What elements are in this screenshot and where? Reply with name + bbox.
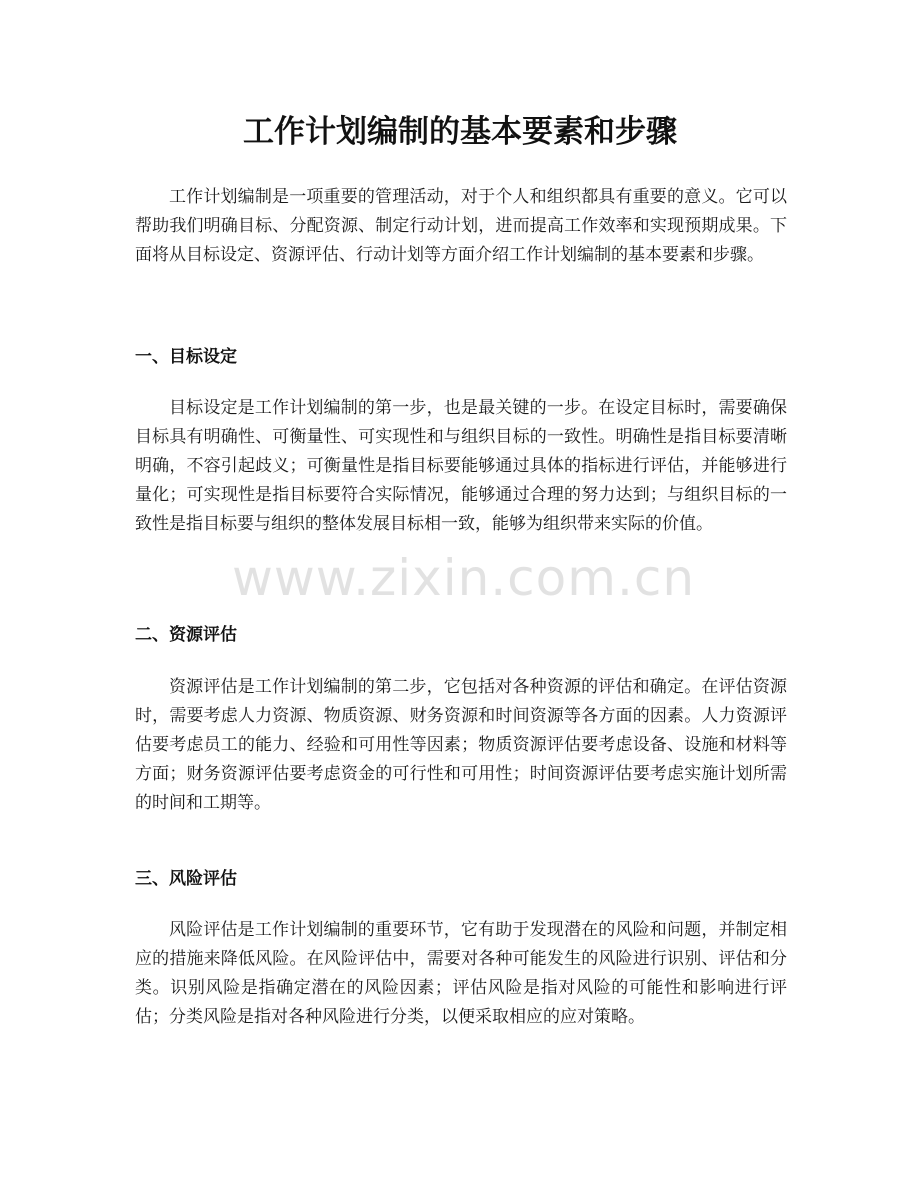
intro-paragraph: 工作计划编制是一项重要的管理活动，对于个人和组织都具有重要的意义。它可以帮助我们明确目标、分配资源、制定行动计划，进而提高工作效率和实现预期成果。下面将从目标设定、资源评估、行动计划等方面介绍工作计划编制的基本要素和步骤。 — [135, 187, 787, 265]
watermark: www.zixin.com.cn — [232, 549, 696, 607]
section-body-resource-assessment: 资源评估是工作计划编制的第二步，它包括对各种资源的评估和确定。在评估资源时，需要考虑人力资源、物质资源、财务资源和时间资源等各方面的因素。人力资源评估要考虑员工的能力、经验和可用性等因素；物质资源评估要考虑设备、设施和材料等方面；财务资源评估要考虑资金的可行性和可用性；时间资源评估要考虑实施计划所需的时间和工期等。 — [135, 677, 787, 813]
section-body-goal-setting: 目标设定是工作计划编制的第一步，也是最关键的一步。在设定目标时，需要确保目标具有明确性、可衡量性、可实现性和与组织目标的一致性。明确性是指目标要清晰明确，不容引起歧义；可衡量性是指目标要能够通过具体的指标进行评估，并能够进行量化；可实现性是指目标要符合实际情况，能够通过合理的努力达到；与组织目标的一致性是指目标要与组织的整体发展目标相一致，能够为组织带来实际的价值。 — [135, 398, 787, 534]
section-heading-risk-assessment: 三、风险评估 — [135, 869, 237, 889]
document-title: 工作计划编制的基本要素和步骤 — [243, 114, 677, 150]
section-body-risk-assessment: 风险评估是工作计划编制的重要环节，它有助于发现潜在的风险和问题，并制定相应的措施来降低风险。在风险评估中，需要对各种可能发生的风险进行识别、评估和分类。识别风险是指确定潜在的风险因素；评估风险是指对风险的可能性和影响进行评估；分类风险是指对各种风险进行分类，以便采取相应的应对策略。 — [135, 920, 787, 1027]
section-heading-goal-setting: 一、目标设定 — [135, 347, 237, 367]
section-heading-resource-assessment: 二、资源评估 — [135, 625, 237, 645]
